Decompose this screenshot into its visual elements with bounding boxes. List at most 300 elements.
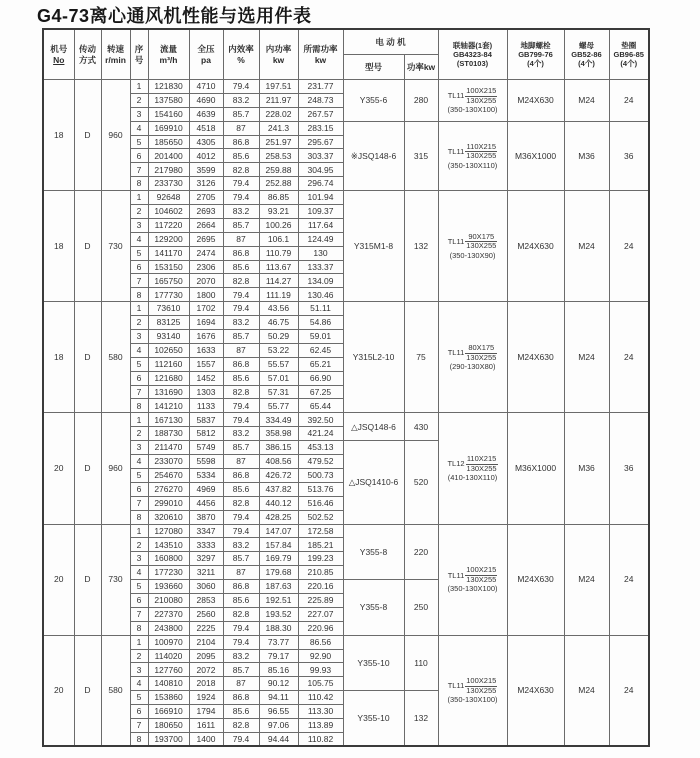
page-title: G4-73离心通风机性能与选用件表 (37, 6, 312, 26)
header-line: 序 (134, 44, 144, 55)
header-line: GB96-85 (613, 50, 644, 59)
header-efficiency (223, 29, 259, 80)
cell-seq: 2 (130, 93, 148, 107)
cell-flow: 143510 (148, 538, 189, 552)
cell-seq: 5 (130, 580, 148, 594)
coupling-fraction-denominator: 130X255 (466, 685, 497, 695)
cell-internal-power: 110.79 (259, 246, 298, 260)
coupling-model: TL11 (447, 348, 465, 358)
coupling-model: TL12 (447, 459, 465, 469)
cell-required-power: 101.94 (298, 191, 343, 205)
cell-required-power: 185.21 (298, 538, 343, 552)
cell-efficiency: 85.6 (223, 371, 259, 385)
cell-flow: 185650 (148, 135, 189, 149)
cell-internal-power: 57.01 (259, 371, 298, 385)
cell-required-power: 248.73 (298, 93, 343, 107)
coupling-note: (290-130X80) (449, 362, 496, 372)
cell-flow: 210080 (148, 593, 189, 607)
coupling-fraction-denominator: 130X255 (466, 574, 497, 584)
coupling-fraction (465, 677, 497, 695)
cell-pressure: 1633 (189, 343, 223, 357)
data-row (43, 121, 649, 135)
cell-machine-no: 18 (43, 302, 74, 413)
header-line: 全压 (197, 44, 215, 55)
coupling-note: (350-130X100) (447, 105, 498, 115)
cell-machine-no: 20 (43, 413, 74, 524)
cell-efficiency: 86.8 (223, 580, 259, 594)
cell-required-power: 304.95 (298, 163, 343, 177)
cell-seq: 5 (130, 357, 148, 371)
cell-internal-power: 241.3 (259, 121, 298, 135)
cell-efficiency: 82.8 (223, 718, 259, 732)
coupling-note: (350-130X110) (447, 160, 498, 170)
cell-drive: D (74, 635, 101, 746)
cell-drive: D (74, 191, 101, 302)
cell-flow: 243800 (148, 621, 189, 635)
cell-required-power: 227.07 (298, 607, 343, 621)
cell-internal-power: 50.29 (259, 330, 298, 344)
coupling-note: (410-130X110) (447, 473, 498, 483)
cell-seq: 2 (130, 538, 148, 552)
cell-seq: 3 (130, 441, 148, 455)
coupling-model: TL11 (447, 570, 465, 580)
cell-required-power: 65.44 (298, 399, 343, 413)
cell-required-power: 500.73 (298, 468, 343, 482)
cell-motor-model: Y355-6 (343, 80, 404, 122)
cell-efficiency: 79.4 (223, 413, 259, 427)
cell-flow: 180650 (148, 718, 189, 732)
cell-required-power: 54.86 (298, 316, 343, 330)
cell-internal-power: 193.52 (259, 607, 298, 621)
cell-efficiency: 85.7 (223, 663, 259, 677)
coupling-fraction-denominator: 130X255 (466, 241, 497, 251)
cell-efficiency: 82.8 (223, 607, 259, 621)
cell-pressure: 1400 (189, 732, 223, 746)
cell-required-power: 225.89 (298, 593, 343, 607)
cell-efficiency: 86.8 (223, 357, 259, 371)
cell-motor-power: 280 (404, 80, 438, 122)
cell-drive: D (74, 302, 101, 413)
cell-seq: 1 (130, 302, 148, 316)
cell-pressure: 3211 (189, 566, 223, 580)
header-line: GB799-76 (518, 50, 553, 59)
cell-flow: 320610 (148, 510, 189, 524)
cell-seq: 2 (130, 205, 148, 219)
coupling-fraction-denominator: 130X255 (466, 151, 497, 161)
header-line: 垫圈 (621, 41, 637, 50)
cell-flow: 121680 (148, 371, 189, 385)
cell-efficiency: 87 (223, 677, 259, 691)
cell-efficiency: 87 (223, 232, 259, 246)
cell-pressure: 4710 (189, 80, 223, 94)
cell-internal-power: 94.44 (259, 732, 298, 746)
cell-required-power: 51.11 (298, 302, 343, 316)
cell-required-power: 92.90 (298, 649, 343, 663)
cell-efficiency: 82.8 (223, 385, 259, 399)
cell-pressure: 3333 (189, 538, 223, 552)
cell-internal-power: 169.79 (259, 552, 298, 566)
cell-anchor-bolt: M24X630 (507, 191, 564, 302)
cell-required-power: 172.58 (298, 524, 343, 538)
cell-required-power: 130.46 (298, 288, 343, 302)
cell-efficiency: 85.7 (223, 218, 259, 232)
cell-flow: 121830 (148, 80, 189, 94)
header-line: m³/h (159, 54, 178, 65)
cell-required-power: 392.50 (298, 413, 343, 427)
header-line: 流量 (159, 44, 177, 55)
data-row (43, 80, 649, 94)
cell-internal-power: 211.97 (259, 93, 298, 107)
coupling-fraction (465, 233, 497, 251)
cell-seq: 8 (130, 621, 148, 635)
cell-efficiency: 83.2 (223, 649, 259, 663)
cell-pressure: 2072 (189, 663, 223, 677)
cell-internal-power: 197.51 (259, 80, 298, 94)
cell-flow: 129200 (148, 232, 189, 246)
cell-washer: 24 (609, 191, 649, 302)
header-drive (74, 29, 101, 80)
header-line: pa (201, 54, 211, 65)
cell-seq: 3 (130, 107, 148, 121)
cell-internal-power: 86.85 (259, 191, 298, 205)
header-motor-group (343, 29, 438, 55)
cell-pressure: 2664 (189, 218, 223, 232)
coupling-note: (350-130X100) (447, 695, 498, 705)
cell-pressure: 5334 (189, 468, 223, 482)
cell-internal-power: 147.07 (259, 524, 298, 538)
cell-flow: 102650 (148, 343, 189, 357)
cell-flow: 127760 (148, 663, 189, 677)
cell-flow: 73610 (148, 302, 189, 316)
coupling-spec (439, 233, 507, 251)
cell-pressure: 2306 (189, 260, 223, 274)
coupling-fraction-numerator: 100X215 (466, 565, 497, 575)
data-row (43, 635, 649, 649)
coupling-spec (439, 566, 507, 584)
header-flow (148, 29, 189, 80)
cell-efficiency: 79.4 (223, 732, 259, 746)
cell-internal-power: 53.22 (259, 343, 298, 357)
cell-pressure: 1676 (189, 330, 223, 344)
cell-required-power: 65.21 (298, 357, 343, 371)
cell-efficiency: 83.2 (223, 316, 259, 330)
cell-coupling (438, 191, 507, 302)
cell-internal-power: 43.56 (259, 302, 298, 316)
cell-pressure: 1611 (189, 718, 223, 732)
cell-required-power: 502.52 (298, 510, 343, 524)
cell-internal-power: 408.56 (259, 455, 298, 469)
cell-pressure: 1800 (189, 288, 223, 302)
header-line: 号 (134, 54, 144, 65)
data-row (43, 191, 649, 205)
cell-required-power: 66.90 (298, 371, 343, 385)
cell-washer: 36 (609, 413, 649, 524)
header-line: 型号 (364, 61, 382, 72)
header-line: 功率kw (406, 61, 436, 72)
cell-nut: M36 (564, 413, 609, 524)
cell-efficiency: 82.8 (223, 496, 259, 510)
header-line: 地脚螺栓 (520, 41, 551, 50)
cell-pressure: 2560 (189, 607, 223, 621)
cell-internal-power: 114.27 (259, 274, 298, 288)
cell-flow: 217980 (148, 163, 189, 177)
data-row (43, 524, 649, 538)
cell-internal-power: 440.12 (259, 496, 298, 510)
cell-pressure: 2018 (189, 677, 223, 691)
header-line: 内功率 (265, 44, 292, 55)
cell-anchor-bolt: M24X630 (507, 80, 564, 122)
cell-internal-power: 55.57 (259, 357, 298, 371)
cell-efficiency: 79.4 (223, 288, 259, 302)
cell-pressure: 3870 (189, 510, 223, 524)
cell-efficiency: 85.7 (223, 107, 259, 121)
header-line: kw (272, 54, 285, 65)
cell-flow: 141170 (148, 246, 189, 260)
cell-internal-power: 55.77 (259, 399, 298, 413)
cell-required-power: 295.67 (298, 135, 343, 149)
cell-efficiency: 83.2 (223, 93, 259, 107)
header-row-top (43, 29, 649, 55)
data-row (43, 302, 649, 316)
cell-motor-model: Y355-8 (343, 580, 404, 636)
header-washer (609, 29, 649, 80)
cell-motor-model: Y315M1-8 (343, 191, 404, 302)
cell-seq: 7 (130, 607, 148, 621)
cell-flow: 104602 (148, 205, 189, 219)
cell-nut: M36 (564, 121, 609, 190)
cell-internal-power: 259.88 (259, 163, 298, 177)
cell-seq: 5 (130, 691, 148, 705)
cell-pressure: 4690 (189, 93, 223, 107)
cell-flow: 254670 (148, 468, 189, 482)
cell-motor-power: 132 (404, 191, 438, 302)
cell-required-power: 124.49 (298, 232, 343, 246)
cell-internal-power: 73.77 (259, 635, 298, 649)
cell-efficiency: 85.7 (223, 441, 259, 455)
cell-internal-power: 358.98 (259, 427, 298, 441)
cell-machine-no: 18 (43, 191, 74, 302)
cell-coupling (438, 635, 507, 746)
cell-pressure: 2705 (189, 191, 223, 205)
cell-seq: 7 (130, 163, 148, 177)
cell-internal-power: 179.68 (259, 566, 298, 580)
coupling-model: TL11 (447, 237, 465, 247)
coupling-model: TL11 (447, 146, 465, 156)
cell-flow: 160800 (148, 552, 189, 566)
coupling-fraction-numerator: 80X175 (465, 344, 497, 354)
cell-seq: 6 (130, 260, 148, 274)
cell-flow: 233730 (148, 177, 189, 191)
cell-seq: 3 (130, 218, 148, 232)
cell-pressure: 1794 (189, 705, 223, 719)
cell-efficiency: 79.4 (223, 524, 259, 538)
header-motor-power (404, 55, 438, 80)
cell-internal-power: 157.84 (259, 538, 298, 552)
cell-drive: D (74, 80, 101, 191)
cell-required-power: 220.16 (298, 580, 343, 594)
cell-seq: 1 (130, 635, 148, 649)
cell-seq: 5 (130, 135, 148, 149)
cell-efficiency: 79.4 (223, 80, 259, 94)
cell-seq: 2 (130, 427, 148, 441)
cell-efficiency: 85.7 (223, 330, 259, 344)
cell-speed: 730 (101, 191, 130, 302)
cell-required-power: 99.93 (298, 663, 343, 677)
cell-pressure: 4518 (189, 121, 223, 135)
coupling-spec (439, 143, 507, 161)
cell-coupling (438, 413, 507, 524)
header-pressure (189, 29, 223, 80)
cell-pressure: 3297 (189, 552, 223, 566)
cell-efficiency: 87 (223, 566, 259, 580)
table-body (43, 80, 649, 747)
cell-pressure: 5749 (189, 441, 223, 455)
cell-motor-model: Y355-10 (343, 635, 404, 691)
cell-efficiency: 79.4 (223, 191, 259, 205)
header-line: 传动 (78, 44, 96, 55)
cell-motor-model: Y355-8 (343, 524, 404, 580)
cell-efficiency: 79.4 (223, 510, 259, 524)
cell-internal-power: 192.51 (259, 593, 298, 607)
header-machine-no (43, 29, 74, 80)
cell-efficiency: 87 (223, 455, 259, 469)
cell-motor-model: ※JSQ148-6 (343, 121, 404, 190)
cell-internal-power: 334.49 (259, 413, 298, 427)
cell-washer: 36 (609, 121, 649, 190)
header-nut (564, 29, 609, 80)
coupling-fraction (465, 143, 497, 161)
cell-efficiency: 82.8 (223, 274, 259, 288)
cell-speed: 960 (101, 80, 130, 191)
cell-motor-power: 250 (404, 580, 438, 636)
cell-required-power: 134.09 (298, 274, 343, 288)
cell-flow: 166910 (148, 705, 189, 719)
cell-nut: M24 (564, 302, 609, 413)
cell-internal-power: 100.26 (259, 218, 298, 232)
coupling-note: (350-130X100) (447, 584, 498, 594)
cell-efficiency: 86.8 (223, 691, 259, 705)
coupling-fraction-numerator: 90X175 (465, 233, 497, 243)
cell-internal-power: 94.11 (259, 691, 298, 705)
header-line: No (53, 54, 65, 65)
cell-required-power: 267.57 (298, 107, 343, 121)
cell-flow: 100970 (148, 635, 189, 649)
cell-flow: 83125 (148, 316, 189, 330)
cell-efficiency: 85.6 (223, 705, 259, 719)
header-line: 联轴器(1套) (452, 41, 493, 50)
cell-required-power: 113.89 (298, 718, 343, 732)
cell-required-power: 133.37 (298, 260, 343, 274)
cell-coupling (438, 302, 507, 413)
header-line: (4个) (620, 59, 638, 68)
cell-seq: 3 (130, 552, 148, 566)
cell-speed: 960 (101, 413, 130, 524)
cell-required-power: 479.52 (298, 455, 343, 469)
cell-pressure: 1694 (189, 316, 223, 330)
cell-efficiency: 85.6 (223, 593, 259, 607)
cell-speed: 580 (101, 302, 130, 413)
cell-required-power: 62.45 (298, 343, 343, 357)
cell-internal-power: 106.1 (259, 232, 298, 246)
cell-required-power: 105.75 (298, 677, 343, 691)
cell-seq: 6 (130, 149, 148, 163)
cell-flow: 93140 (148, 330, 189, 344)
cell-anchor-bolt: M36X1000 (507, 413, 564, 524)
coupling-fraction-numerator: 100X215 (466, 676, 497, 686)
cell-pressure: 2853 (189, 593, 223, 607)
cell-flow: 177230 (148, 566, 189, 580)
cell-efficiency: 85.7 (223, 552, 259, 566)
cell-pressure: 5812 (189, 427, 223, 441)
cell-seq: 6 (130, 482, 148, 496)
cell-pressure: 2693 (189, 205, 223, 219)
cell-required-power: 67.25 (298, 385, 343, 399)
cell-washer: 24 (609, 80, 649, 122)
cell-flow: 193700 (148, 732, 189, 746)
cell-efficiency: 87 (223, 121, 259, 135)
cell-internal-power: 113.67 (259, 260, 298, 274)
cell-washer: 24 (609, 524, 649, 635)
coupling-fraction-denominator: 130X255 (466, 95, 497, 105)
header-anchor-bolt (507, 29, 564, 80)
cell-flow: 201400 (148, 149, 189, 163)
cell-pressure: 1702 (189, 302, 223, 316)
cell-drive: D (74, 413, 101, 524)
cell-seq: 2 (130, 649, 148, 663)
cell-efficiency: 82.8 (223, 163, 259, 177)
cell-required-power: 110.82 (298, 732, 343, 746)
cell-coupling (438, 524, 507, 635)
cell-internal-power: 386.15 (259, 441, 298, 455)
cell-internal-power: 228.02 (259, 107, 298, 121)
cell-required-power: 130 (298, 246, 343, 260)
cell-pressure: 2695 (189, 232, 223, 246)
cell-anchor-bolt: M24X630 (507, 635, 564, 746)
cell-internal-power: 97.06 (259, 718, 298, 732)
cell-pressure: 1924 (189, 691, 223, 705)
cell-required-power: 117.64 (298, 218, 343, 232)
cell-internal-power: 46.75 (259, 316, 298, 330)
cell-washer: 24 (609, 302, 649, 413)
cell-seq: 3 (130, 663, 148, 677)
cell-pressure: 3347 (189, 524, 223, 538)
cell-flow: 112160 (148, 357, 189, 371)
cell-required-power: 199.23 (298, 552, 343, 566)
coupling-spec (439, 344, 507, 362)
coupling-spec (439, 677, 507, 695)
cell-internal-power: 93.21 (259, 205, 298, 219)
data-row (43, 413, 649, 427)
cell-efficiency: 79.4 (223, 621, 259, 635)
header-seq (130, 29, 148, 80)
cell-pressure: 5837 (189, 413, 223, 427)
cell-efficiency: 79.4 (223, 399, 259, 413)
cell-flow: 127080 (148, 524, 189, 538)
coupling-fraction-denominator: 130X255 (466, 352, 497, 362)
header-motor-model (343, 55, 404, 80)
cell-seq: 2 (130, 316, 148, 330)
cell-seq: 8 (130, 177, 148, 191)
cell-flow: 117220 (148, 218, 189, 232)
cell-nut: M24 (564, 635, 609, 746)
cell-motor-model: Y315L2-10 (343, 302, 404, 413)
cell-seq: 5 (130, 246, 148, 260)
cell-internal-power: 79.17 (259, 649, 298, 663)
cell-nut: M24 (564, 191, 609, 302)
cell-seq: 4 (130, 232, 148, 246)
cell-seq: 4 (130, 677, 148, 691)
cell-motor-model: △JSQ1410-6 (343, 441, 404, 524)
